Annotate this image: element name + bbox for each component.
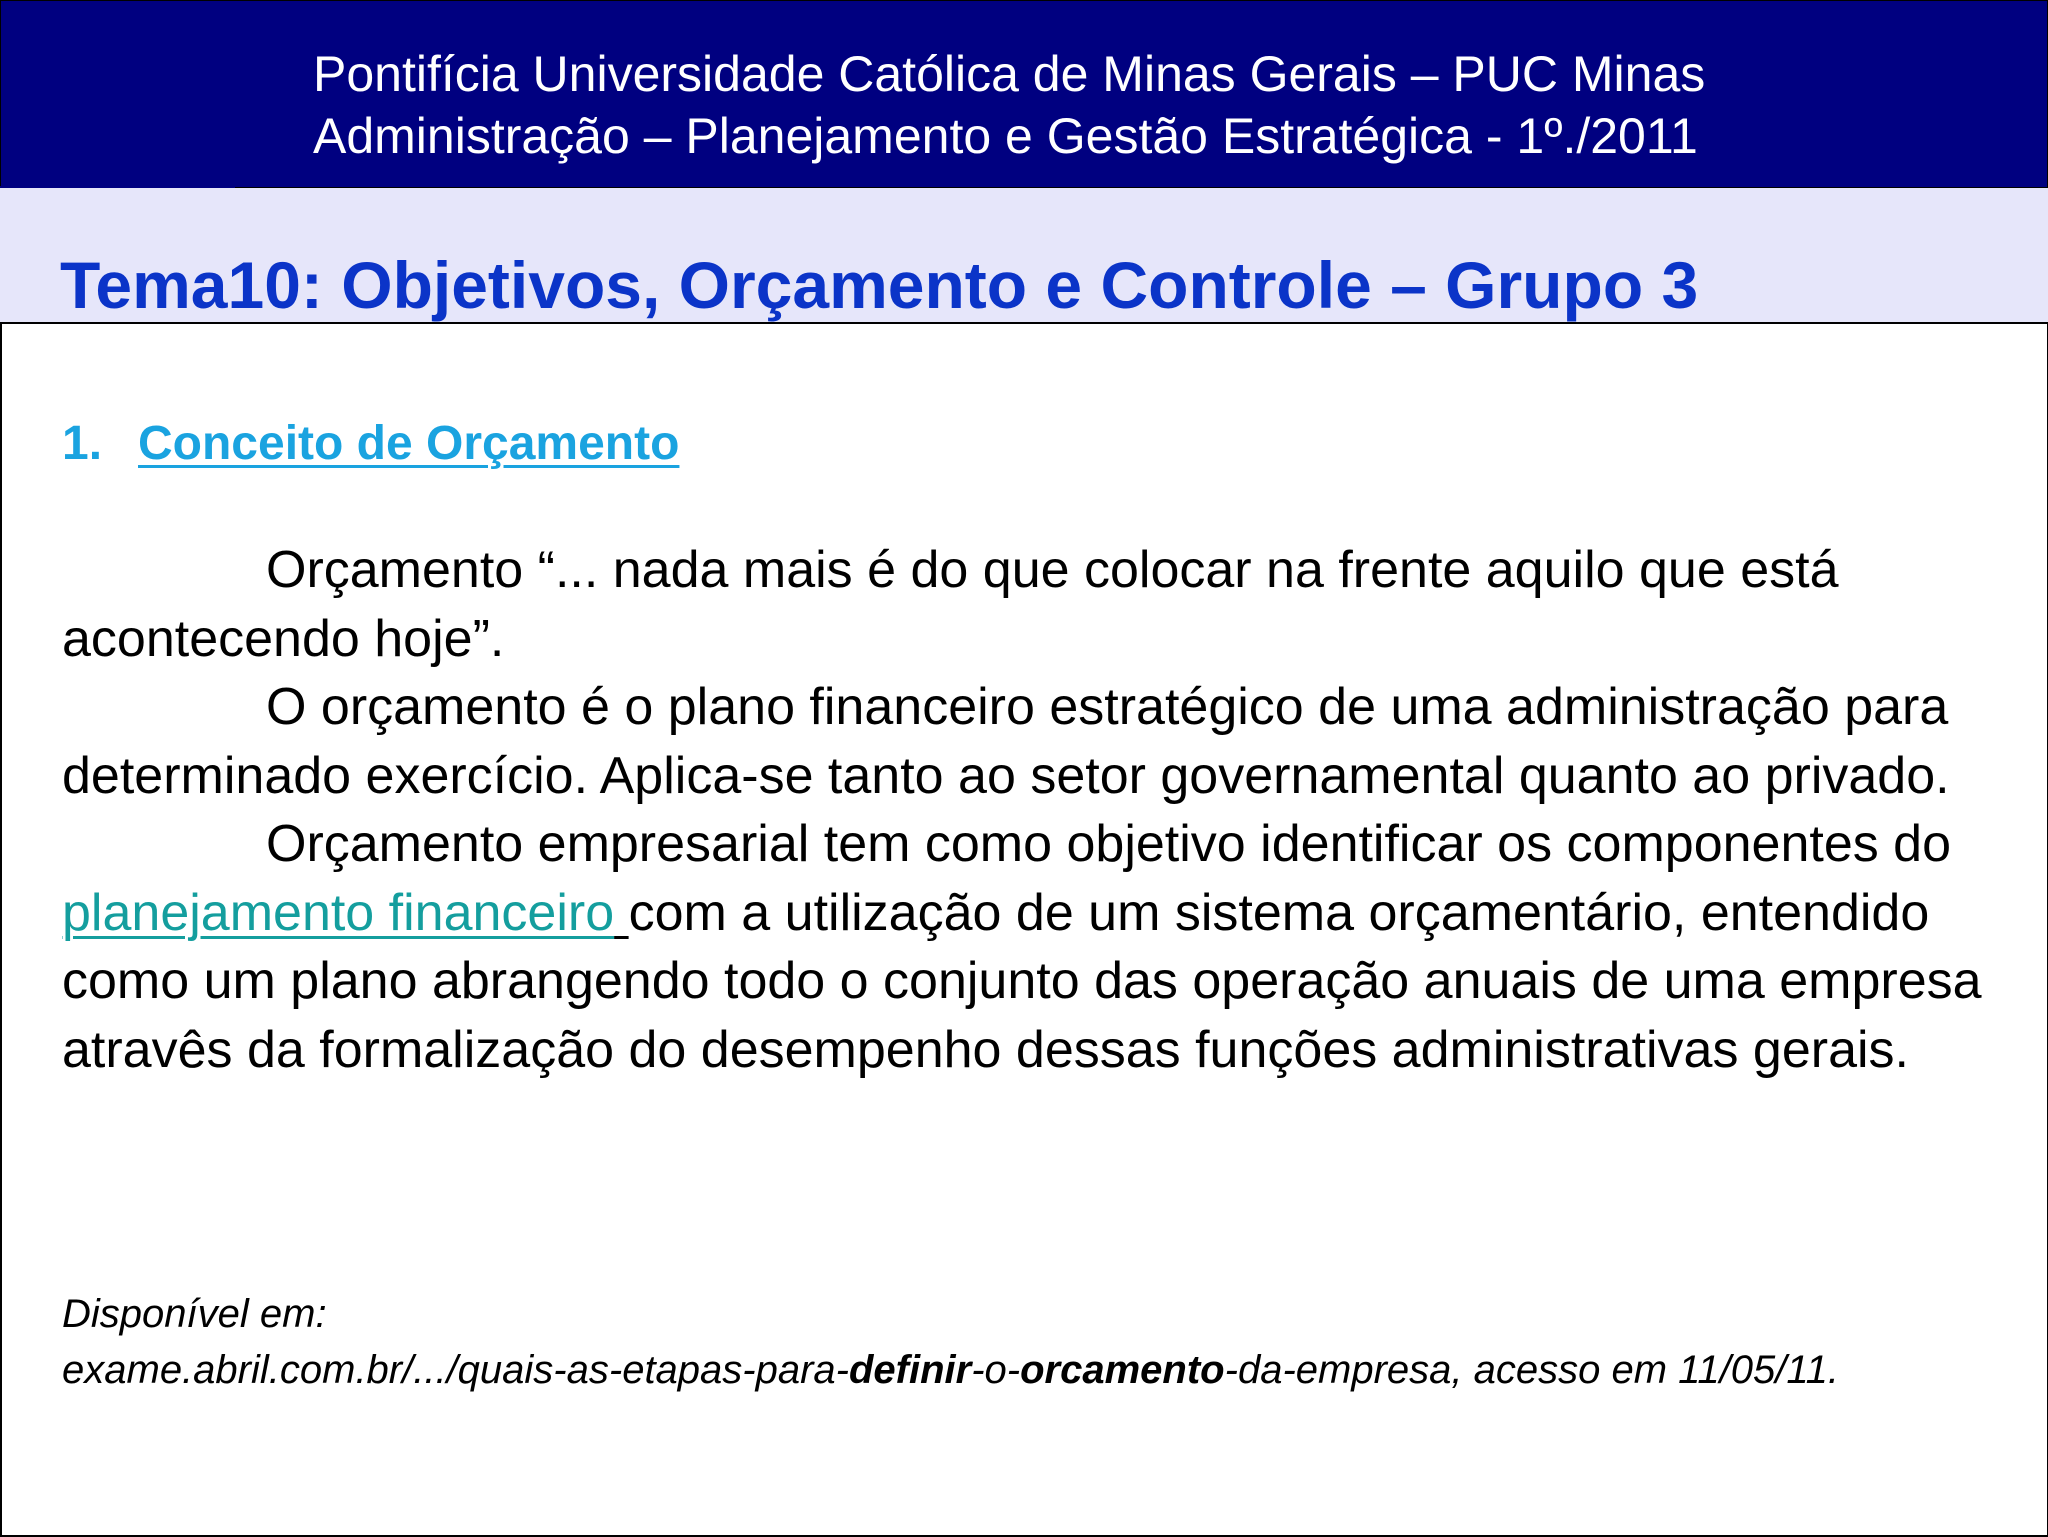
paragraph-3: [62, 810, 1992, 1084]
source-citation: [62, 1286, 1992, 1398]
section-heading-text[interactable]: Conceito de Orçamento: [138, 417, 680, 470]
paragraph-1: [62, 536, 1992, 673]
section-heading: [62, 417, 680, 470]
slide-header: [0, 0, 2048, 188]
header-university: Pontifícia Universidade Católica de Minas Gerais – PUC Minas: [313, 46, 1706, 102]
planejamento-financeiro-link[interactable]: planejamento financeiro: [62, 883, 615, 942]
paragraph-2: [62, 673, 1992, 810]
paragraph-1-text: Orçamento “... nada mais é do que colocar na frente aquilo que está acontecendo hoje”.: [62, 541, 1839, 668]
section-number: 1.: [62, 417, 103, 470]
source-url: exame.abril.com.br/.../quais-as-etapas-para-definir-o-orcamento-da-empresa, acesso em 11/05/11.: [62, 1348, 1840, 1392]
slide-title: Tema10: Objetivos, Orçamento e Controle – Grupo 3: [60, 248, 1699, 322]
source-label: Disponível em:: [62, 1292, 327, 1336]
paragraph-2-text: O orçamento é o plano financeiro estratégico de uma administração para determinado exercício. Aplica-se tanto ao setor governamental quanto ao privado.: [62, 678, 1950, 805]
header-course: Administração – Planejamento e Gestão Estratégica - 1º./2011: [313, 108, 1698, 164]
body-text: [62, 536, 1992, 1084]
paragraph-3-before: Orçamento empresarial tem como objetivo identificar os componentes do: [266, 815, 1952, 873]
paragraph-3-after: com a utilização de um sistema orçamentário, entendido como um plano abrangendo todo o conjunto das operação anuais de uma empresa atravês da formalização do desempenho dessas funções administrativas gerais.: [62, 883, 1982, 1079]
